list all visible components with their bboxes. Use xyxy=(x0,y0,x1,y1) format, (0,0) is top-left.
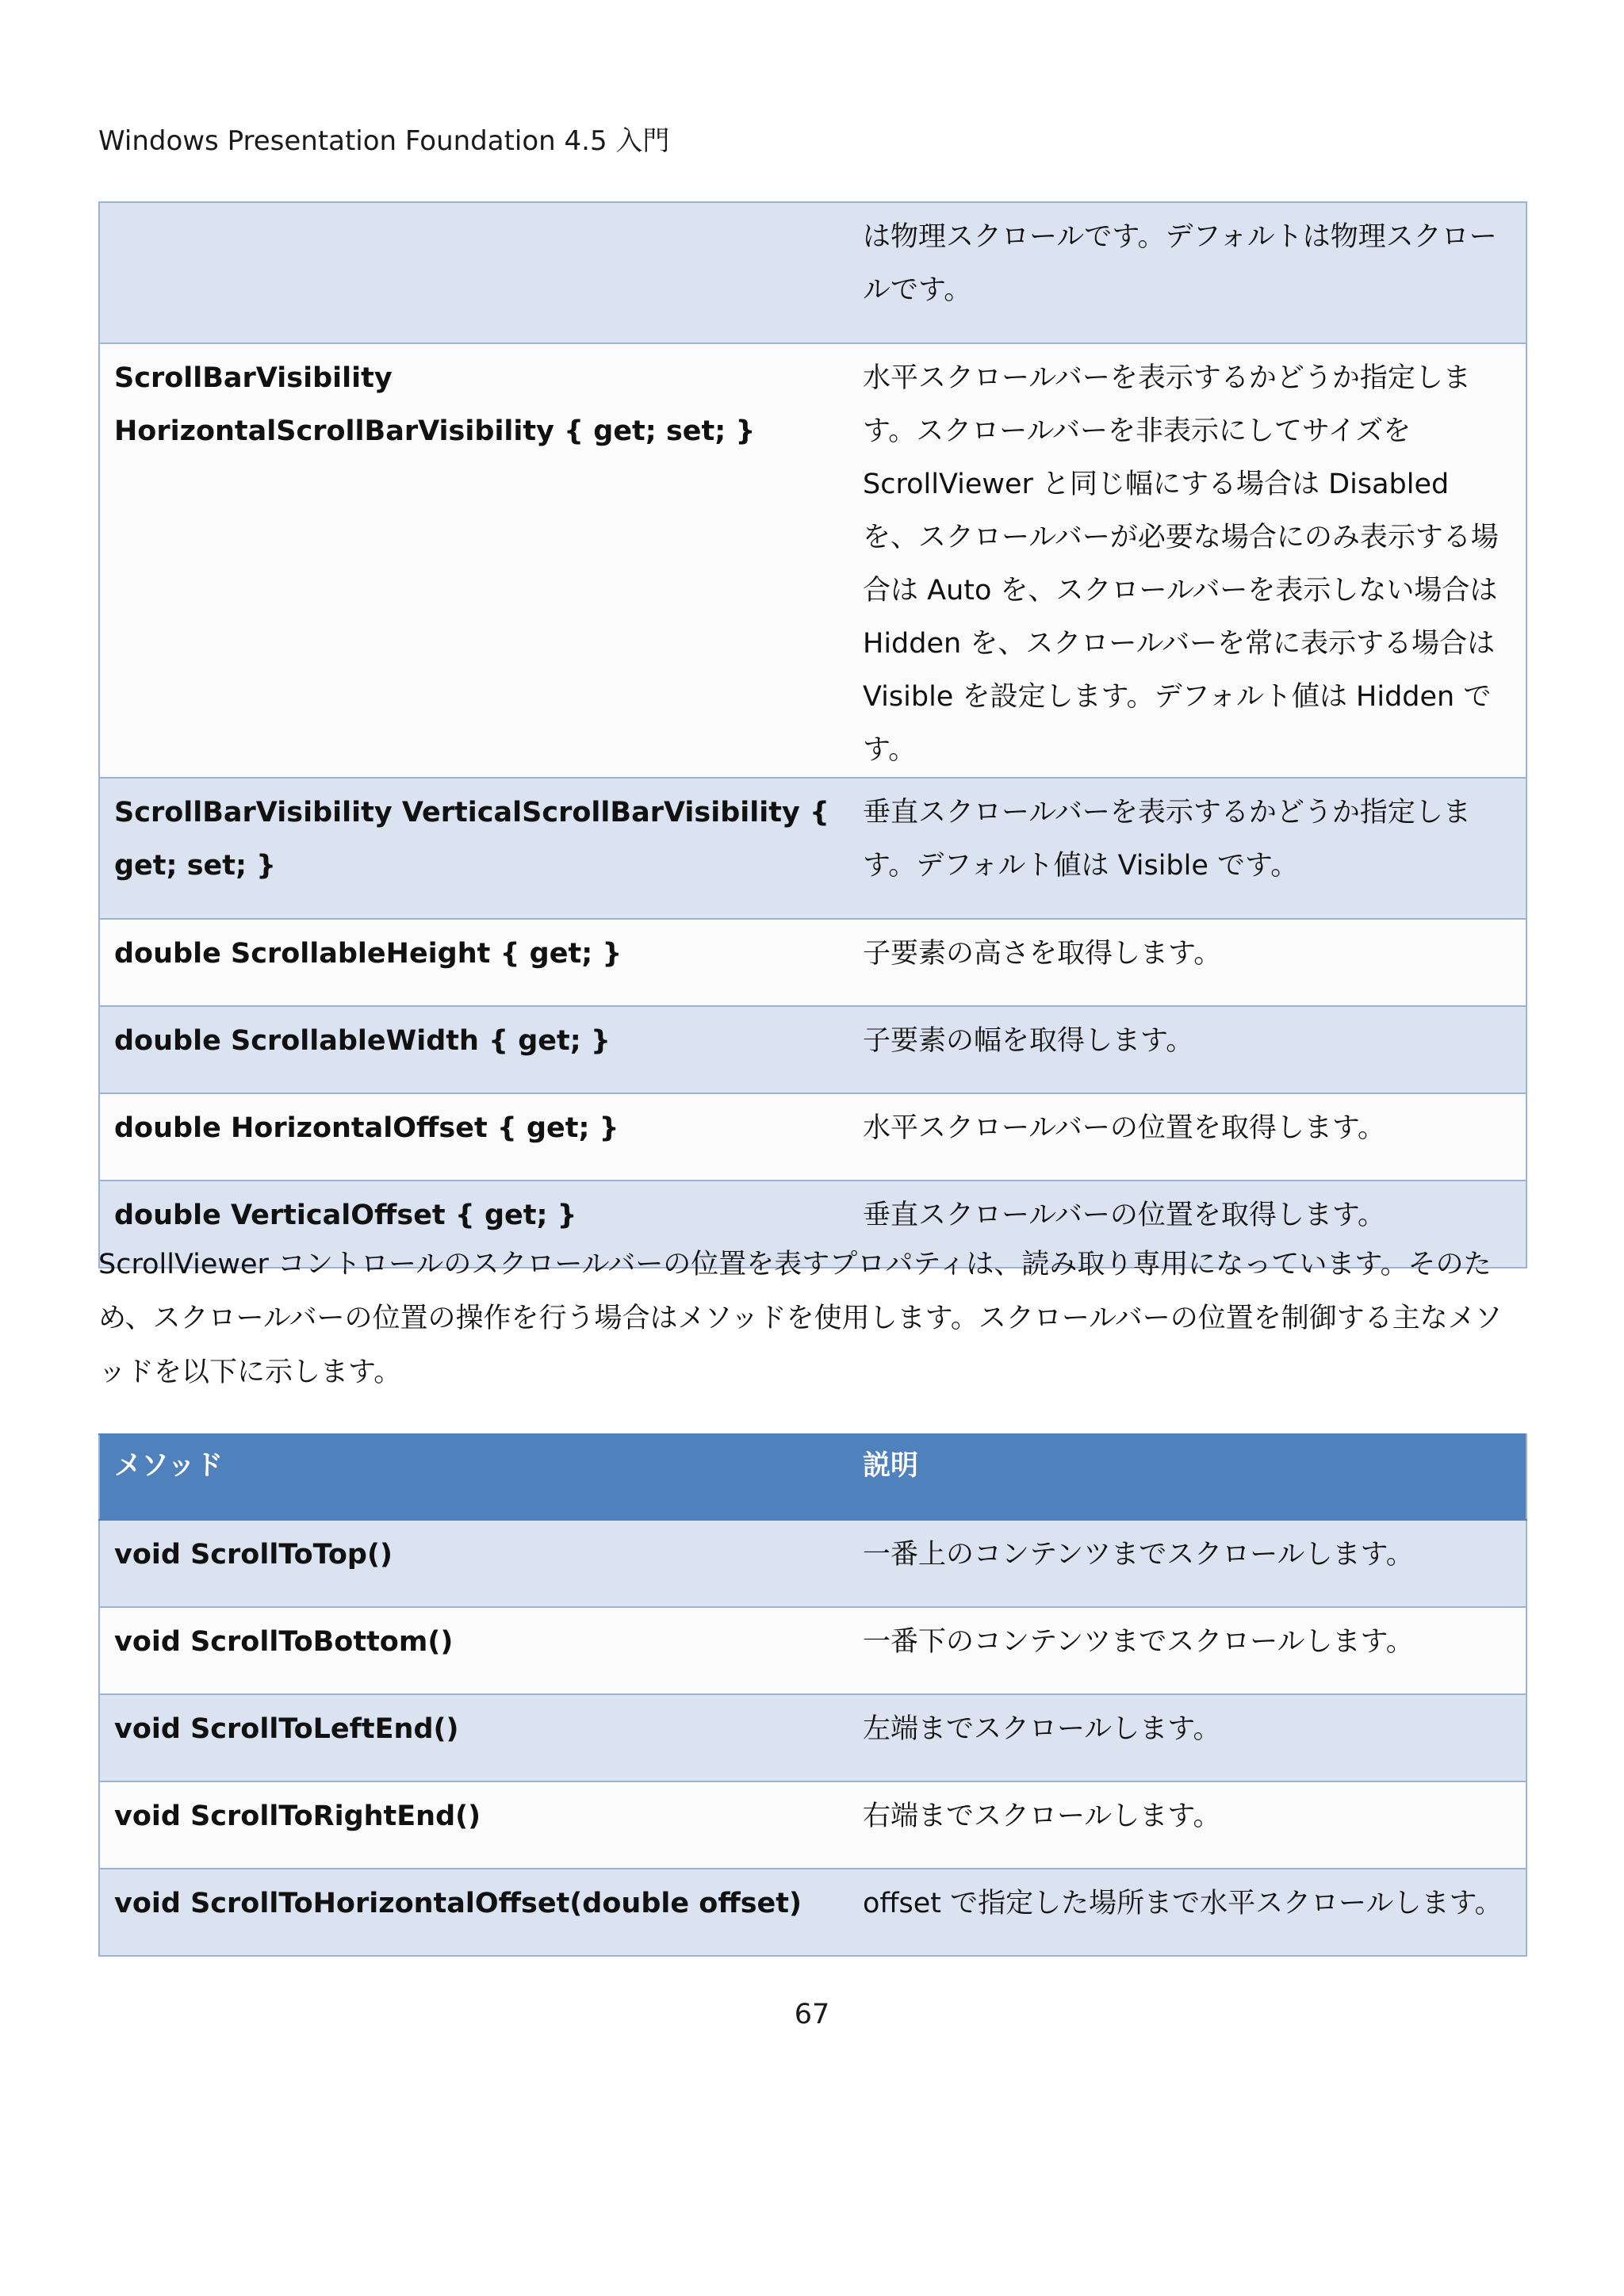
property-description-cell: 垂直スクロールバーの位置を取得します。 xyxy=(848,1181,1526,1268)
page-header: Windows Presentation Foundation 4.5 入門 xyxy=(98,125,670,157)
property-description-cell: 水平スクロールバーを表示するかどうか指定します。スクロールバーを非表示にしてサイズを ScrollViewer と同じ幅にする場合は Disabled を、スクロールバーが必要な場合にのみ表示する場合は Auto を、スクロールバーを表示しない場合は Hidden を、スクロールバーを常に表示する場合は Visible を設定します。デフォルト値は Hidden です。 xyxy=(848,343,1526,778)
property-description-cell: は物理スクロールです。デフォルトは物理スクロールです。 xyxy=(848,202,1526,343)
method-table xyxy=(98,1433,1527,1957)
table-row xyxy=(99,1781,1526,1869)
property-name-cell xyxy=(99,202,848,343)
property-name-cell: ScrollBarVisibility HorizontalScrollBarVisibility { get; set; } xyxy=(99,343,848,778)
method-description-cell: 左端までスクロールします。 xyxy=(848,1694,1526,1781)
column-header-description: 説明 xyxy=(848,1434,1526,1520)
method-description-cell: 一番上のコンテンツまでスクロールします。 xyxy=(848,1520,1526,1607)
property-name-cell: double VerticalOffset { get; } xyxy=(99,1181,848,1268)
property-name-cell: double ScrollableHeight { get; } xyxy=(99,919,848,1006)
property-name-cell: double ScrollableWidth { get; } xyxy=(99,1006,848,1093)
method-name-cell: void ScrollToTop() xyxy=(99,1520,848,1607)
property-description-cell: 子要素の幅を取得します。 xyxy=(848,1006,1526,1093)
method-name-cell: void ScrollToLeftEnd() xyxy=(99,1694,848,1781)
table-row xyxy=(99,1869,1526,1956)
property-name-cell: double HorizontalOffset { get; } xyxy=(99,1093,848,1181)
table-row xyxy=(99,1607,1526,1694)
table-row xyxy=(99,1520,1526,1607)
table-header-row xyxy=(99,1434,1526,1520)
method-description-cell: offset で指定した場所まで水平スクロールします。 xyxy=(848,1869,1526,1956)
method-description-cell: 右端までスクロールします。 xyxy=(848,1781,1526,1869)
property-description-cell: 子要素の高さを取得します。 xyxy=(848,919,1526,1006)
method-name-cell: void ScrollToHorizontalOffset(double offset) xyxy=(99,1869,848,1956)
page-number: 67 xyxy=(794,1999,830,2030)
table-row xyxy=(99,1006,1526,1093)
body-paragraph: ScrollViewer コントロールのスクロールバーの位置を表すプロパティは、読み取り専用になっています。そのため、スクロールバーの位置の操作を行う場合はメソッドを使用します。スクロールバーの位置を制御する主なメソッドを以下に示します。 xyxy=(98,1249,1503,1388)
table-row xyxy=(99,343,1526,778)
property-description-cell: 垂直スクロールバーを表示するかどうか指定します。デフォルト値は Visible です。 xyxy=(848,778,1526,919)
table-row xyxy=(99,1694,1526,1781)
table-row xyxy=(99,778,1526,919)
property-description-cell: 水平スクロールバーの位置を取得します。 xyxy=(848,1093,1526,1181)
table-row xyxy=(99,202,1526,343)
table-row xyxy=(99,1093,1526,1181)
table-row xyxy=(99,919,1526,1006)
property-name-cell: ScrollBarVisibility VerticalScrollBarVisibility { get; set; } xyxy=(99,778,848,919)
method-description-cell: 一番下のコンテンツまでスクロールします。 xyxy=(848,1607,1526,1694)
column-header-method: メソッド xyxy=(99,1434,848,1520)
method-name-cell: void ScrollToBottom() xyxy=(99,1607,848,1694)
method-name-cell: void ScrollToRightEnd() xyxy=(99,1781,848,1869)
property-table xyxy=(98,201,1527,1269)
